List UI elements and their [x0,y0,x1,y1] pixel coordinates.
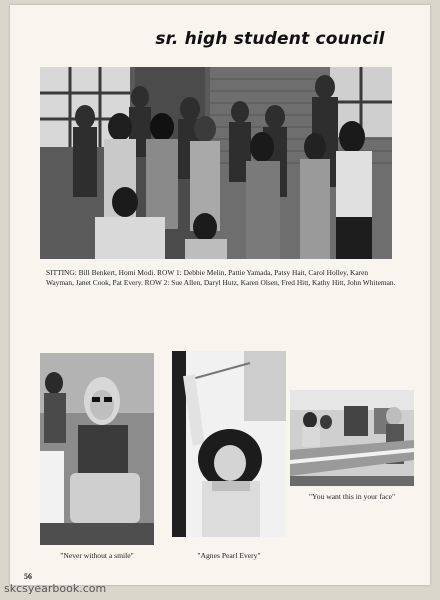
group-photo [40,67,392,259]
typewriter-photo-caption: "Never without a smile" [60,551,134,560]
cafeteria-photo-caption: "You want this in your face" [308,492,396,501]
pointing-photo-caption: "Agnes Pearl Every" [197,551,261,560]
pointing-photo-illustration [172,351,286,537]
page-number: 56 [24,572,32,581]
cafeteria-photo-illustration [290,390,414,486]
cafeteria-photo [290,390,414,486]
watermark: skcsyearbook.com [4,582,107,595]
pointing-photo [172,351,286,537]
group-photo-caption: SITTING: Bill Benkert, Homi Modi. ROW 1: Debbie Melin, Pattie Yamada, Patsy Hait, Carol Holley, Karen Wayman, Janet Cook, Pat Every. ROW 2: Sue Allen, Daryl Hutz, Karen Olsen, Fred Hitt, Kathy Hitt, John Whiteman. [46,268,396,287]
typewriter-photo-illustration [40,353,154,545]
yearbook-page [10,5,430,585]
group-photo-illustration [40,67,392,259]
typewriter-photo [40,353,154,545]
page-title: sr. high student council [155,29,385,49]
